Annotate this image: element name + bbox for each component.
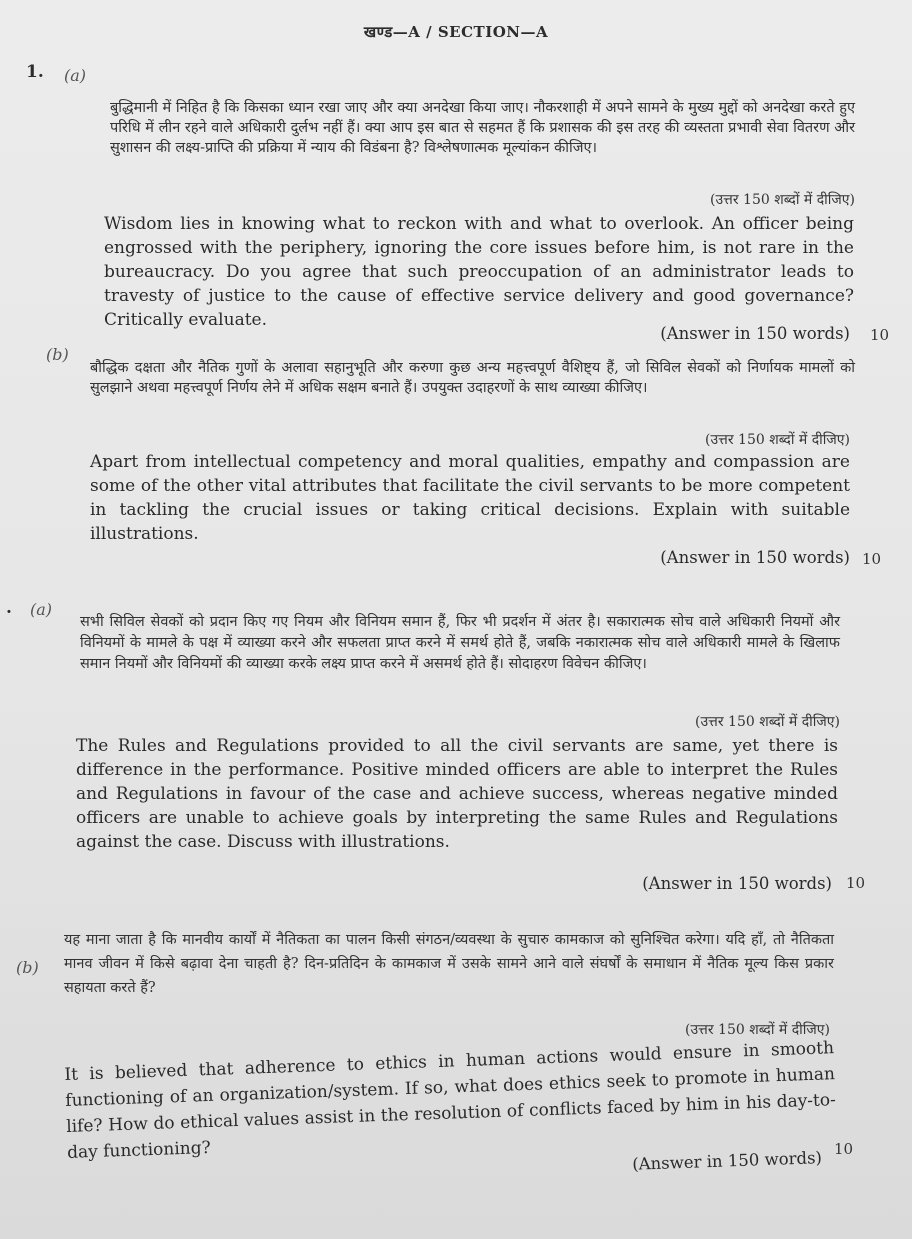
q2a-hindi-word-limit: (उत्तर 150 शब्दों में दीजिए)	[695, 714, 840, 730]
q1a-answer-limit: (Answer in 150 words)	[660, 324, 850, 343]
q1b-label: (b)	[46, 345, 69, 364]
q2b-label: (b)	[16, 958, 39, 977]
q2b-marks: 10	[834, 1140, 854, 1158]
q2a-english-text: The Rules and Regulations provided to all the civil servants are same, yet there is difference in the performance. Positive minded officers are able to interpret the Rules and Regulations in favour of the case and achieve success, whereas negative minded officers are unable to achieve goals by interpreting the same Rules and Regulations against the case. Discuss with illustrations.	[76, 736, 838, 852]
q1a-marks: 10	[870, 326, 890, 344]
q1b-english-text: Apart from intellectual competency and moral qualities, empathy and compassion are some of the other vital attributes that facilitate the civil servants to be more competent in tackling the crucial issues or taking critical decisions. Explain with suitable illustrations.	[90, 452, 850, 544]
q2b-hindi-word-limit: (उत्तर 150 शब्दों में दीजिए)	[685, 1022, 830, 1038]
q2a-marks: 10	[846, 874, 866, 892]
q1b-hindi-word-limit: (उत्तर 150 शब्दों में दीजिए)	[705, 432, 850, 448]
q2a-hindi-text: सभी सिविल सेवकों को प्रदान किए गए नियम और विनियम समान हैं, फिर भी प्रदर्शन में अंतर है। सकारात्मक सोच वाले अधिकारी नियमों और विनियमों के मामले के पक्ष में व्याख्या करने और सफलता प्राप्त करने में समर्थ होते हैं, जबकि नकारात्मक सोच वाले अधिकारी मामले के खिलाफ समान नियमों और विनियमों की व्याख्या करके लक्ष्य प्राप्त करने में असमर्थ होते हैं। सोदाहरण विवेचन कीजिए।	[80, 614, 840, 672]
question-number-1: 1.	[26, 62, 44, 82]
q1b-hindi-text: बौद्धिक दक्षता और नैतिक गुणों के अलावा सहानुभूति और करुणा कुछ अन्य महत्त्वपूर्ण वैशिष्ट्य हैं, जो सिविल सेवकों को निर्णायक मामलों को सुलझाने अथवा महत्त्वपूर्ण निर्णय लेने में अधिक सक्षम बनाते हैं। उपयुक्त उदाहरणों के साथ व्याख्या कीजिए।	[90, 360, 855, 396]
q1a-english-text: Wisdom lies in knowing what to reckon with and what to overlook. An officer being engrossed with the periphery, ignoring the core issues before him, is not rare in the bureaucracy. Do you agree that such preoccupation of an administrator leads to travesty of justice to the cause of effective service delivery and good governance? Critically evaluate.	[104, 214, 854, 330]
q2a-label: (a)	[30, 600, 53, 619]
q2b-hindi-text: यह माना जाता है कि मानवीय कार्यों में नैतिकता का पालन किसी संगठन/व्यवस्था के सुचारु कामकाज को सुनिश्चित करेगा। यदि हाँ, तो नैतिकता मानव जीवन में किसे बढ़ावा देना चाहती है? दिन-प्रतिदिन के कामकाज में उसके सामने आने वाले संघर्षों के समाधान में नैतिक मूल्य किस प्रकार सहायता करते हैं?	[64, 932, 834, 996]
q1a-hindi-word-limit: (उत्तर 150 शब्दों में दीजिए)	[710, 192, 855, 208]
q1b-marks: 10	[862, 550, 882, 568]
section-header: खण्ड—A / SECTION—A	[363, 23, 549, 41]
q2a-answer-limit: (Answer in 150 words)	[642, 874, 832, 893]
q1b-answer-limit: (Answer in 150 words)	[660, 548, 850, 567]
q2b-answer-limit: (Answer in 150 words)	[631, 1148, 823, 1174]
question-number-2: .	[6, 598, 12, 618]
q1a-label: (a)	[64, 66, 87, 85]
q1a-hindi-text: बुद्धिमानी में निहित है कि किसका ध्यान रखा जाए और क्या अनदेखा किया जाए। नौकरशाही में अपने सामने के मुख्य मुद्दों को अनदेखा करते हुए परिधि में लीन रहने वाले अधिकारी दुर्लभ नहीं हैं। क्या आप इस बात से सहमत हैं कि प्रशासक की इस तरह की व्यस्तता प्रभावी सेवा वितरण और सुशासन की लक्ष्य-प्राप्ति की प्रक्रिया में न्याय की विडंबना है? विश्लेषणात्मक मूल्यांकन कीजिए।	[110, 100, 855, 156]
q2b-english-text: It is believed that adherence to ethics in human actions would ensure in smooth functioning of an organization/system. If so, what does ethics seek to promote in human life? How do ethical values assist in the resolution of conflicts faced by him in his day-to-day functioning?	[64, 1038, 837, 1163]
